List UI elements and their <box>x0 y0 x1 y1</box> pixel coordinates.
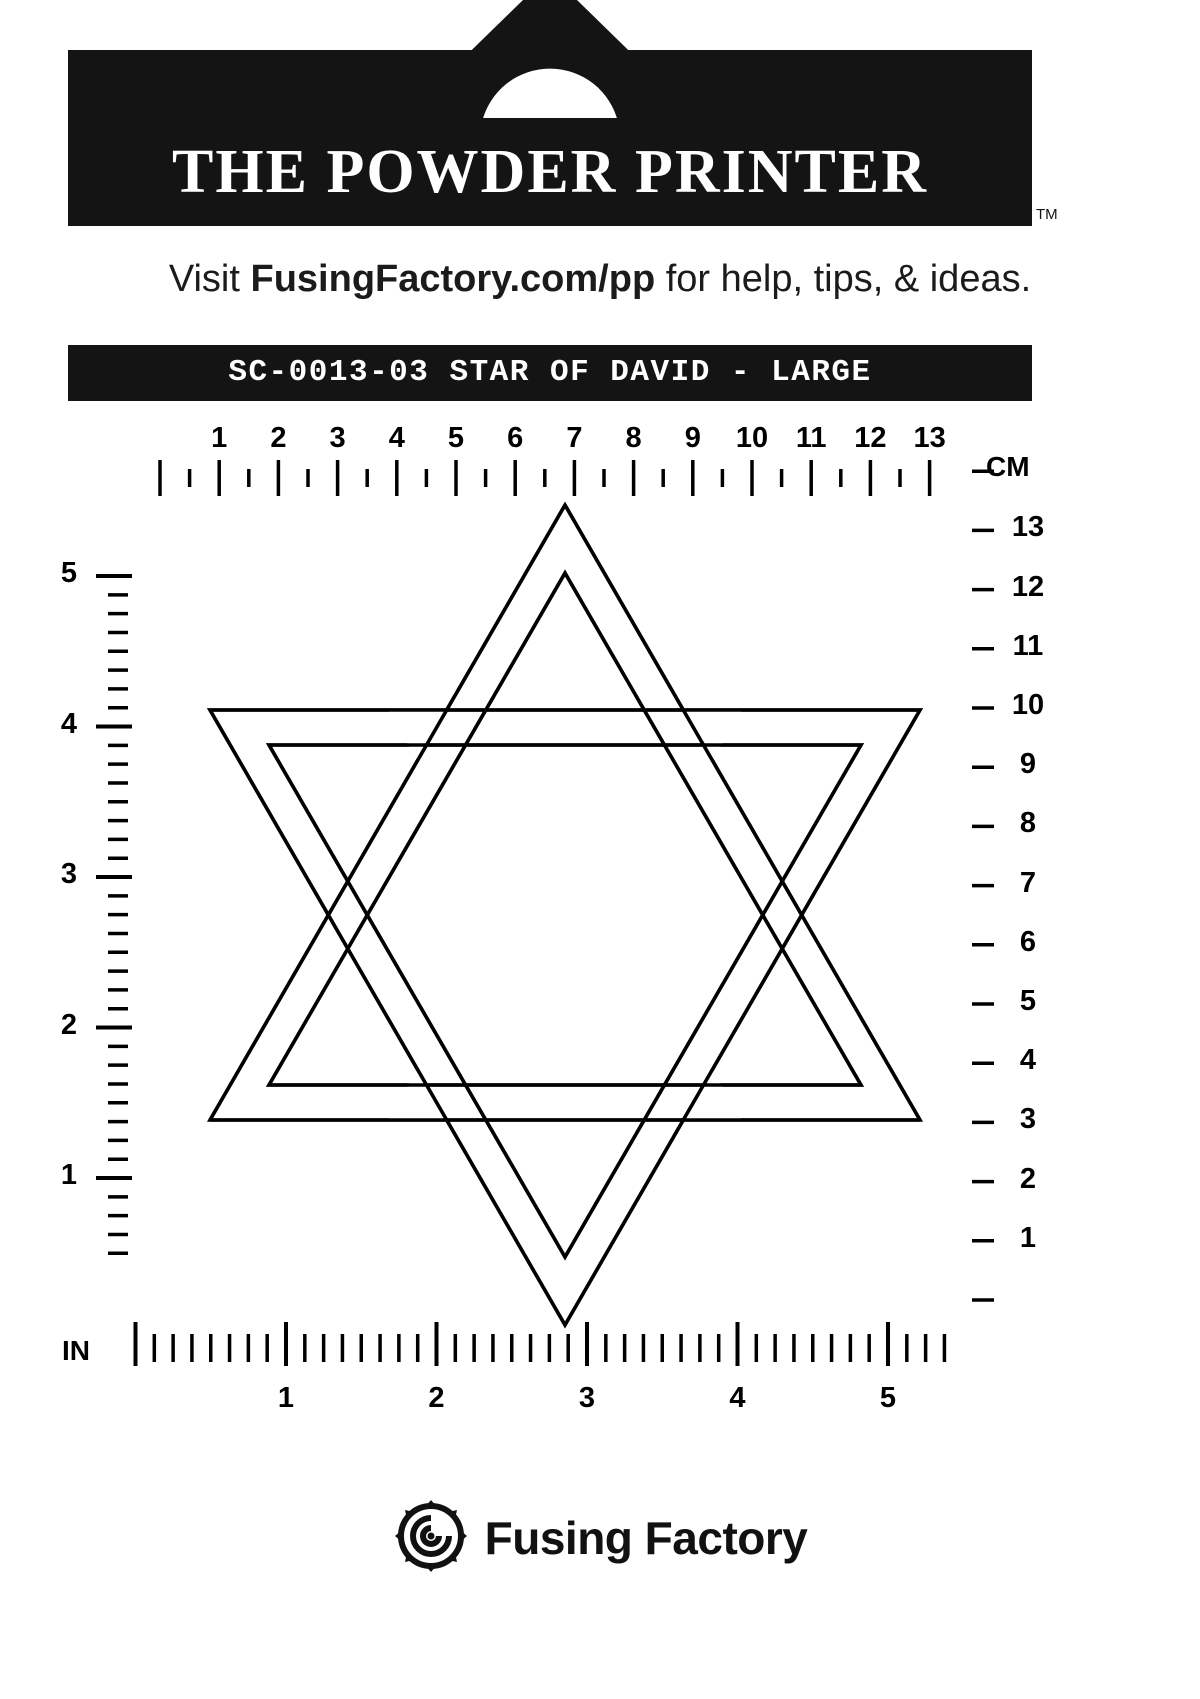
ruler-tick-label: 5 <box>60 557 78 589</box>
ruler-tick-label: 2 <box>428 1382 445 1414</box>
cm-unit-label: CM <box>986 451 1030 482</box>
ruler-tick-label: 10 <box>735 422 769 454</box>
ruler-tick-label: 6 <box>507 422 524 454</box>
ruler-tick-label: 3 <box>329 422 346 454</box>
ruler-tick-label: 7 <box>566 422 583 454</box>
artwork-star-of-david <box>150 470 980 1340</box>
ruler-tick-label: 2 <box>1019 1162 1037 1195</box>
ruler-tick-label: 5 <box>1019 985 1037 1017</box>
visit-suffix: for help, tips, & ideas. <box>655 258 1032 300</box>
ruler-tick-label: 4 <box>729 1382 746 1414</box>
in-unit-label: IN <box>62 1335 90 1366</box>
ruler-tick-label: 11 <box>1012 629 1044 662</box>
ruler-tick-label: 4 <box>60 707 78 740</box>
ruler-tick-label: 1 <box>60 1159 78 1191</box>
ruler-tick-label: 12 <box>1011 570 1045 603</box>
ruler-tick-label: 1 <box>1019 1221 1037 1254</box>
ruler-tick-label: 6 <box>1019 925 1037 958</box>
ruler-tick-label: 12 <box>854 422 887 454</box>
ruler-tick-label: 3 <box>1019 1103 1037 1136</box>
ruler-tick-label: 3 <box>60 858 78 890</box>
visit-url: FusingFactory.com/pp <box>250 258 656 300</box>
ruler-tick-label: 11 <box>795 422 827 454</box>
ruler-tick-label: 5 <box>879 1382 897 1414</box>
ruler-tick-label: 13 <box>1011 511 1045 544</box>
ruler-tick-label: 7 <box>1019 866 1037 899</box>
sku-title: SC-0013-03 STAR OF DAVID - LARGE <box>228 355 872 390</box>
ruler-tick-label: 4 <box>388 422 405 454</box>
ruler-tick-label: 10 <box>1011 689 1045 721</box>
ruler-tick-label: 9 <box>684 422 701 454</box>
ruler-tick-label: 1 <box>211 422 228 454</box>
ruler-tick-label: 4 <box>1019 1044 1037 1077</box>
page-title: THE POWDER PRINTER <box>172 138 928 206</box>
ruler-tick-label: 1 <box>277 1382 295 1414</box>
trademark-mark: TM <box>1036 206 1058 223</box>
ruler-tick-label: 3 <box>578 1382 596 1414</box>
ruler-tick-label: 2 <box>270 422 287 454</box>
ruler-tick-label: 8 <box>625 422 642 454</box>
ruler-tick-label: 13 <box>913 422 946 454</box>
gear-target-icon <box>393 1498 469 1579</box>
ruler-tick-label: 8 <box>1019 807 1037 840</box>
ruler-tick-label: 5 <box>447 422 465 454</box>
footer-brand <box>0 1478 1200 1598</box>
ruler-tick-label: 2 <box>60 1008 78 1041</box>
footer-brand-name: Fusing Factory <box>484 1512 808 1564</box>
visit-prefix: Visit <box>168 258 251 300</box>
ruler-tick-label: 9 <box>1019 748 1037 781</box>
